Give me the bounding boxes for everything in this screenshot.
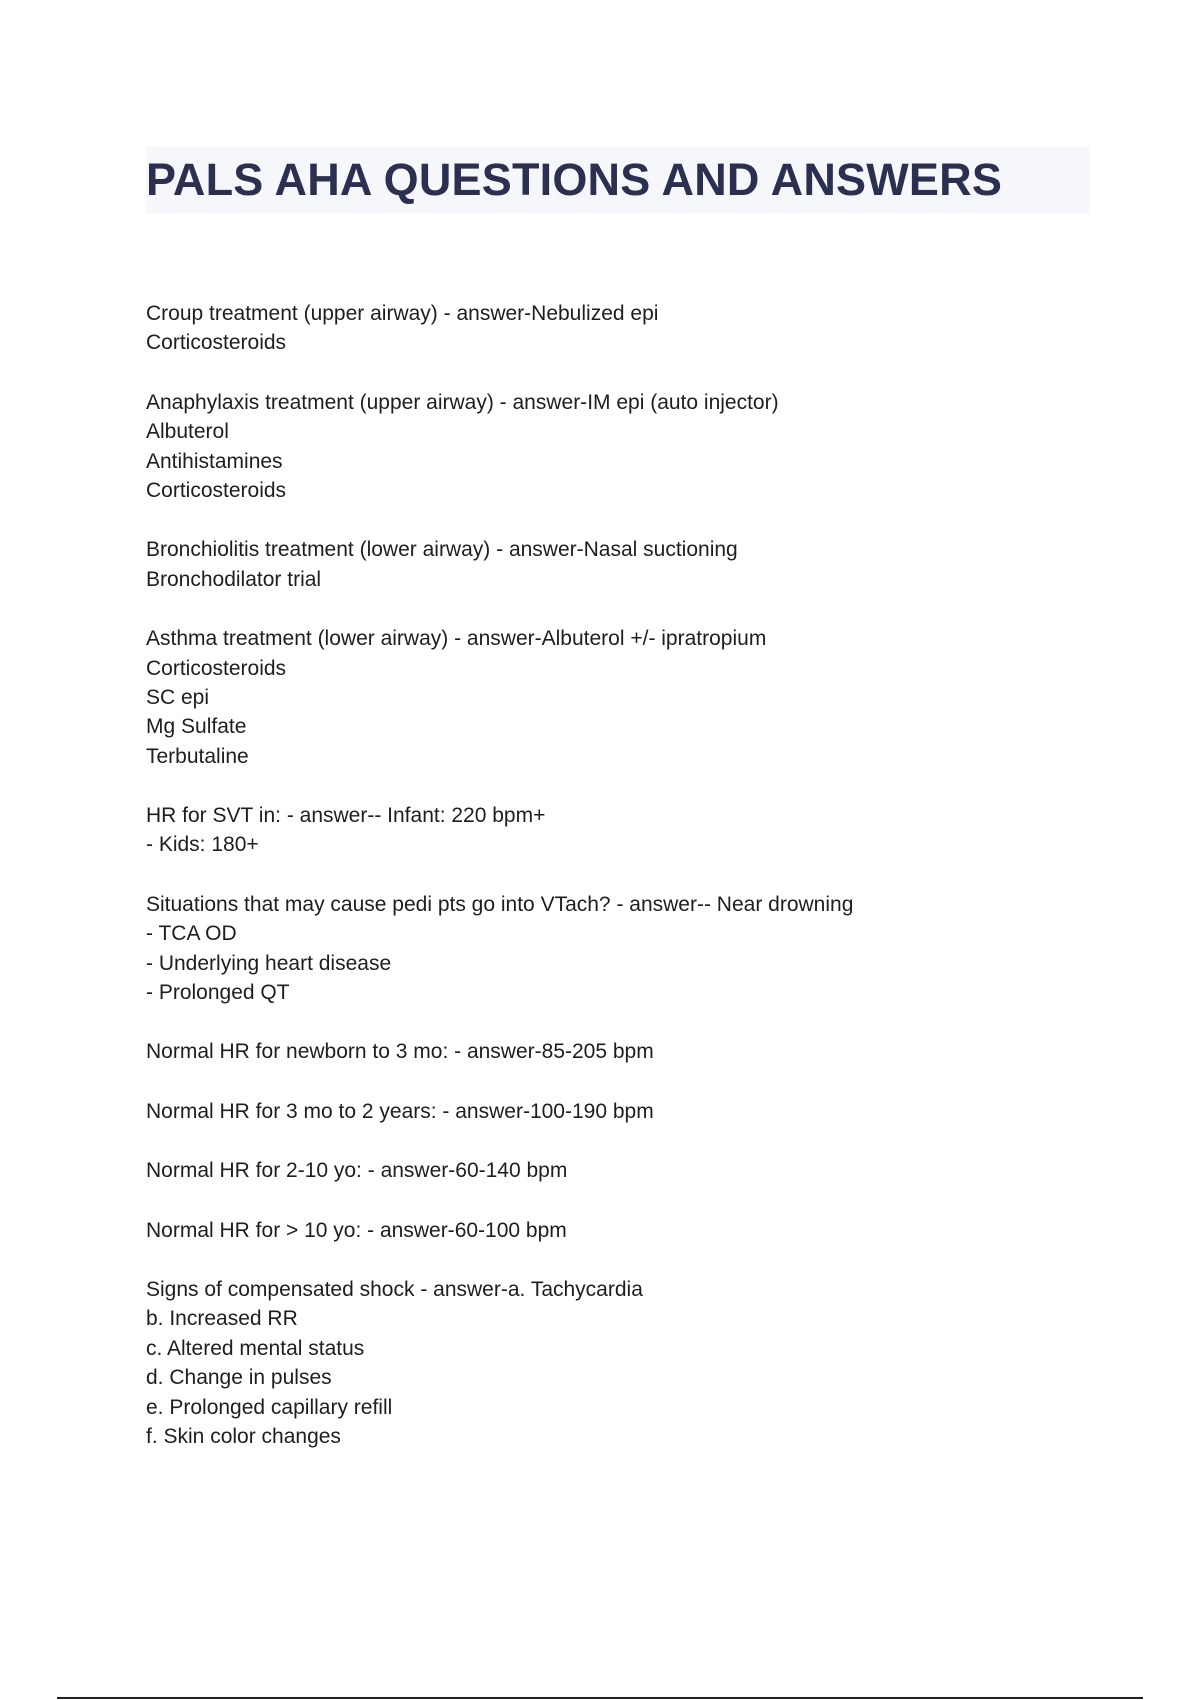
qa-item (146, 801, 1106, 860)
qa-answer-line: f. Skin color changes (146, 1424, 341, 1448)
qa-item (146, 1097, 1106, 1126)
qa-answer-line: Antihistamines (146, 449, 283, 473)
qa-answer-line: Corticosteroids (146, 331, 287, 355)
qa-question: Bronchiolitis treatment (lower airway) (146, 538, 491, 562)
qa-question-line: Anaphylaxis treatment (upper airway) - answer-IM epi (auto injector) (146, 390, 779, 414)
qa-question: HR for SVT in: (146, 804, 281, 828)
qa-question: Signs of compensated shock (146, 1277, 415, 1301)
qa-list (146, 299, 1106, 1481)
document-title: PALS AHA QUESTIONS AND ANSWERS (146, 154, 1003, 205)
qa-question: Normal HR for 3 mo to 2 years: (146, 1099, 437, 1123)
qa-item (146, 624, 1106, 771)
qa-answer-line: Albuterol +/- ipratropium (541, 627, 767, 651)
qa-question-line: Asthma treatment (lower airway) - answer-Albuterol +/- ipratropium (146, 627, 767, 651)
qa-question: Anaphylaxis treatment (upper airway) (146, 390, 494, 414)
qa-item (146, 1275, 1106, 1451)
qa-question-line: Signs of compensated shock - answer-a. Tachycardia (146, 1277, 643, 1301)
qa-answer-line: a. Tachycardia (507, 1277, 643, 1301)
qa-answer-line: 85-205 bpm (541, 1040, 654, 1064)
qa-answer-line: IM epi (auto injector) (587, 390, 779, 414)
qa-answer-line: b. Increased RR (146, 1307, 298, 1331)
qa-answer-line: - Kids: 180+ (146, 833, 259, 857)
qa-question-line: Normal HR for 3 mo to 2 years: - answer-100-190 bpm (146, 1099, 654, 1123)
footer-rule (57, 1697, 1143, 1699)
qa-question-line: HR for SVT in: - answer-- Infant: 220 bpm+ (146, 804, 546, 828)
qa-question: Normal HR for > 10 yo: (146, 1218, 362, 1242)
qa-answer-line: e. Prolonged capillary refill (146, 1395, 393, 1419)
qa-item (146, 535, 1106, 594)
qa-question-line: Normal HR for newborn to 3 mo: - answer-85-205 bpm (146, 1040, 654, 1064)
qa-answer-line: d. Change in pulses (146, 1366, 332, 1390)
qa-answer-line: 100-190 bpm (529, 1099, 654, 1123)
qa-item (146, 890, 1106, 1008)
qa-question-line: Normal HR for > 10 yo: - answer-60-100 bpm (146, 1218, 567, 1242)
qa-item (146, 1037, 1106, 1066)
qa-question-line: Croup treatment (upper airway) - answer-Nebulized epi (146, 302, 659, 325)
qa-answer-line: - Near drowning (703, 892, 854, 916)
qa-question: Croup treatment (upper airway) (146, 302, 438, 325)
qa-answer-line: 60-100 bpm (454, 1218, 567, 1242)
qa-answer-line: Albuterol (146, 420, 229, 444)
qa-answer-line: 60-140 bpm (455, 1159, 568, 1183)
qa-question-line: Normal HR for 2-10 yo: - answer-60-140 bpm (146, 1159, 568, 1183)
qa-answer-line: Mg Sulfate (146, 715, 247, 739)
qa-answer-line: c. Altered mental status (146, 1336, 365, 1360)
qa-item (146, 1156, 1106, 1185)
qa-answer-line: - Prolonged QT (146, 981, 290, 1005)
qa-question: Situations that may cause pedi pts go into VTach? (146, 892, 611, 916)
qa-answer-line: Nasal suctioning (583, 538, 738, 562)
qa-answer-line: Corticosteroids (146, 478, 287, 502)
qa-answer-line: Bronchodilator trial (146, 567, 322, 591)
qa-answer-line: Terbutaline (146, 744, 249, 768)
qa-answer-line: - Infant: 220 bpm+ (374, 804, 546, 828)
qa-item (146, 299, 1106, 358)
qa-item (146, 388, 1106, 506)
qa-question-line: Bronchiolitis treatment (lower airway) - answer-Nasal suctioning (146, 538, 738, 562)
qa-question: Asthma treatment (lower airway) (146, 627, 449, 651)
qa-answer-line: Nebulized epi (531, 302, 659, 325)
qa-answer-line: Corticosteroids (146, 656, 287, 680)
qa-question: Normal HR for newborn to 3 mo: (146, 1040, 449, 1064)
qa-answer-line: SC epi (146, 685, 210, 709)
qa-answer-line: - TCA OD (146, 922, 237, 946)
qa-item (146, 1216, 1106, 1245)
qa-question-line: Situations that may cause pedi pts go into VTach? - answer-- Near drowning (146, 892, 854, 916)
qa-answer-line: - Underlying heart disease (146, 951, 392, 975)
qa-question: Normal HR for 2-10 yo: (146, 1159, 362, 1183)
